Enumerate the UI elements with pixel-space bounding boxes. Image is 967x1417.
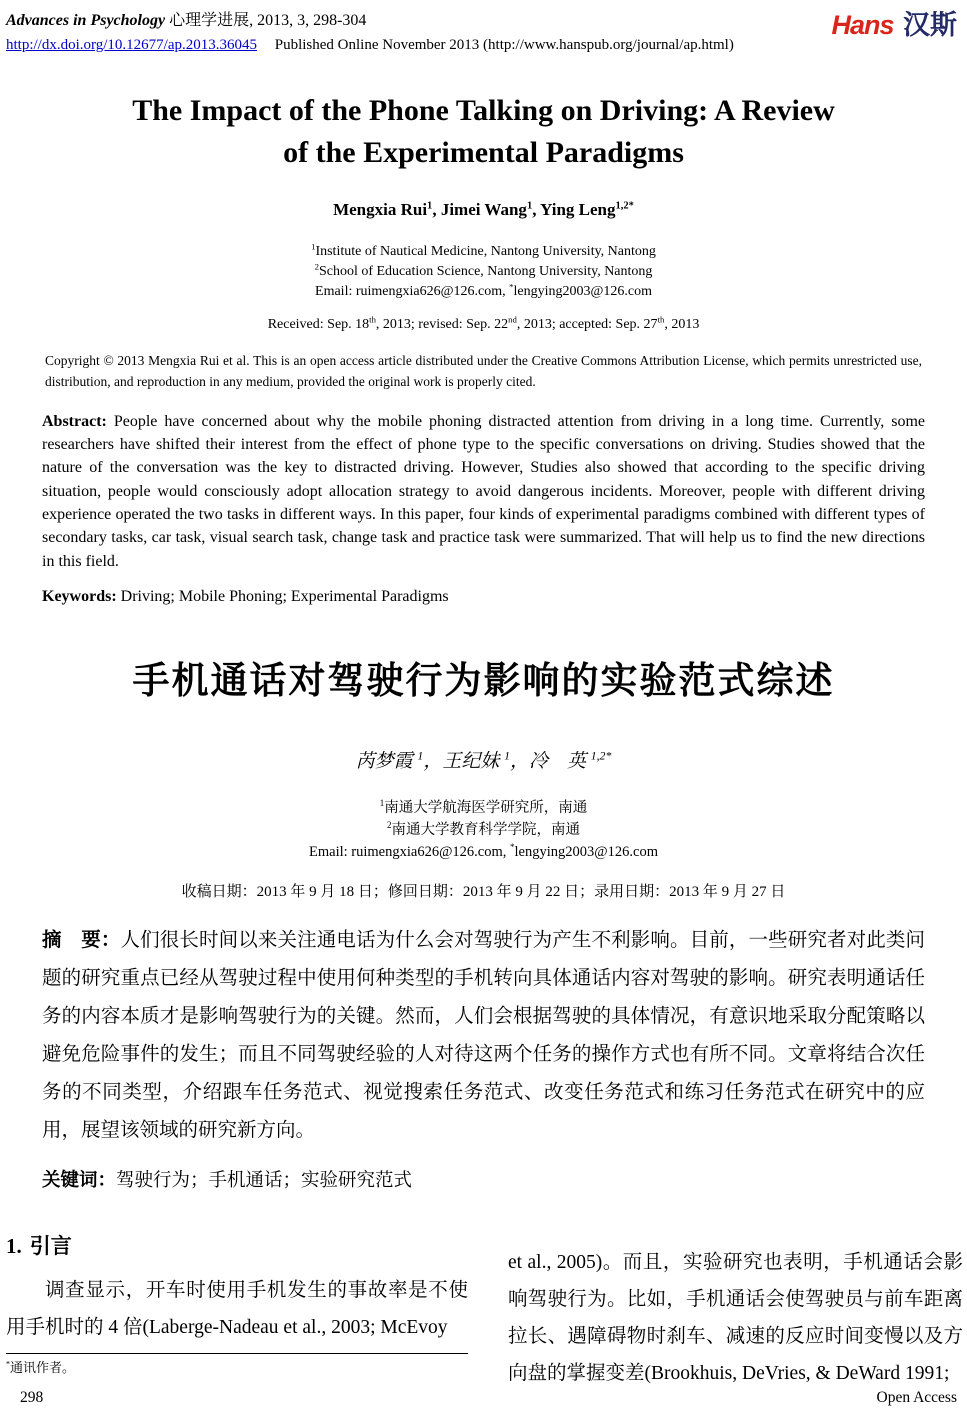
title-english-line1: The Impact of the Phone Talking on Driving: A Review [132,94,835,127]
ordinal-sup: th [369,314,376,325]
affil-mark: 1 [379,798,385,809]
authors-chinese [0,746,967,773]
author-name: ，王纪妹 [423,750,505,772]
affil-text: School of Education Science, Nantong University, Nantong [318,264,653,279]
email-prefix: Email: ruimengxia626@126.com, [309,843,511,860]
author-name: 芮梦霞 [355,750,418,772]
journal-line [6,7,959,30]
section-1-heading [6,1230,468,1260]
section-title: 引言 [29,1234,72,1258]
received-text: , 2013; revised: Sep. 22 [375,317,509,332]
footnote-mark: * [6,1359,11,1369]
section-paragraph: 调查显示，开车时使用手机发生的事故率是不使用手机时的 4 倍(Laberge-Nadeau et al., 2003; McEvoy [6,1279,468,1338]
corresponding-mark: * [510,842,515,853]
published-note: Published Online November 2013 (http://www.hanspub.org/journal/ap.html) [274,37,734,53]
title-english [40,90,927,174]
affil-text: Institute of Nautical Medicine, Nantong University, Nantong [315,244,656,259]
ordinal-sup: nd [508,314,517,325]
author-name: ，冷 英 [509,750,591,772]
section-paragraph: et al., 2005)。而且，实验研究也表明，手机通话会影响驾驶行为。比如，手机通话会使驾驶员与前车距离拉长、遇障碍物时刹车、减速的反应时间变慢以及方向盘的掌握变差(Brookhuis, DeVries, & DeWard 1991; [508,1251,963,1384]
email-line [0,282,967,302]
title-chinese: 手机通话对驾驶行为影响的实验范式综述 [132,660,835,702]
title-english-line2: of the Experimental Paradigms [283,136,684,169]
corresponding-mark: * [509,281,514,292]
abstract-chinese [42,921,925,1150]
hans-logo-chinese: 汉斯 [903,10,957,40]
doi-link[interactable]: http://dx.doi.org/10.12677/ap.2013.36045 [6,37,257,53]
received-line-english [0,314,967,333]
page-footer [0,1389,967,1407]
affil-text: 南通大学航海医学研究所，南通 [384,799,588,816]
author-affil-mark: 1 [526,200,533,212]
hans-logo-latin: Hans [831,10,894,40]
open-access-label: Open Access [876,1389,957,1406]
body-columns [0,1230,967,1392]
keywords-text-cn: 驾驶行为；手机通话；实验研究范式 [116,1170,413,1191]
copyright-notice: Copyright © 2013 Mengxia Rui et al. This is an open access article distributed under the Creative Commons Attribution License, which permits unrestricted use, distribution, and reproduction in any medium, provided the original work is properly cited. [45,353,922,389]
email-address: lengying2003@126.com [514,843,658,860]
abstract-label: Abstract: [42,412,107,430]
section-number: 1. [6,1233,22,1258]
author-affil-mark: 1,2* [615,200,634,212]
affiliations-english [0,242,967,302]
email-address: lengying2003@126.com [513,284,652,299]
email-prefix: Email: ruimengxia626@126.com, [315,284,510,299]
keywords-label-cn: 关键词： [42,1168,117,1190]
keywords-label: Keywords: [42,587,117,605]
page-number: 298 [20,1389,44,1406]
journal-header [0,0,967,54]
left-column [6,1230,468,1392]
received-text: , 2013 [664,317,700,332]
affil-mark: 2 [314,261,319,272]
affiliation-line [0,819,967,841]
affil-mark: 2 [387,820,392,831]
affiliation-line [0,262,967,282]
affiliation-line [0,242,967,262]
abstract-english [42,410,925,573]
affil-mark: 1 [311,241,316,252]
keywords-chinese [42,1166,925,1192]
author-affil-mark: 1 [417,749,424,763]
affiliation-line [0,797,967,819]
affiliations-chinese [0,797,967,863]
received-text: Received: Sep. 18 [267,317,370,332]
affil-text: 南通大学教育科学学院，南通 [391,821,580,838]
corresponding-author-footnote [6,1357,468,1376]
author-affil-mark: 1 [427,200,433,212]
keywords-text: Driving; Mobile Phoning; Experimental Paradigms [120,587,449,605]
ordinal-sup: th [657,314,665,325]
abstract-text-cn: 人们很长时间以来关注通电话为什么会对驾驶行为产生不利影响。目前，一些研究者对此类问题的研究重点已经从驾驶过程中使用何种类型的手机转向具体通话内容对驾驶的影响。研究表明通话任务的内容本质才是影响驾驶行为的关键。然而，人们会根据驾驶的具体情况，有意识地采取分配策略以避免危险事件的发生；而且不同驾驶经验的人对待这两个任务的操作方式也有所不同。文章将结合次任务的不同类型，介绍跟车任务范式、视觉搜索任务范式、改变任务范式和练习任务范式在研究中的应用，展望该领域的研究新方向。 [42,929,925,1141]
author-name: , Ying Leng [532,200,616,219]
abstract-label-cn: 摘 要： [42,928,121,951]
email-line [0,841,967,863]
right-column [508,1230,963,1392]
footnote-divider [6,1353,468,1354]
author-name: , Jimei Wang [432,200,527,219]
footnote-text: 通讯作者。 [10,1359,76,1375]
authors-english [0,200,967,220]
doi-line [6,37,959,54]
received-text: , 2013; accepted: Sep. 27 [516,317,658,332]
author-name: Mengxia Rui [333,200,428,219]
journal-name-zh-issue: 心理学进展, 2013, 3, 298-304 [169,12,367,29]
abstract-text: People have concerned about why the mobile phoning distracted attention from driving in a long time. Currently, some researchers have shifted their interest from the effect of phone type to the specific conversations on driving. Studies showed that the nature of the conversation was the key to distracted driving. However, Studies also showed that according to the specific driving situation, people would consciously adopt allocation strategy to avoid dangerous incidents. Moreover, people with different driving experience operated the two tasks in different ways. In this paper, four kinds of experimental paradigms combined with different types of secondary tasks, car task, visual search task, change task and practice task were summarized. That will help us to find the new directions in this field. [42,412,926,570]
keywords-english [42,588,925,606]
author-affil-mark: 1,2* [590,749,612,763]
hans-logo [831,3,957,42]
author-affil-mark: 1 [504,749,510,763]
received-line-chinese: 收稿日期：2013 年 9 月 18 日；修回日期：2013 年 9 月 22 日；录用日期：2013 年 9 月 27 日 [181,883,786,900]
journal-name-en: Advances in Psychology [6,12,166,29]
